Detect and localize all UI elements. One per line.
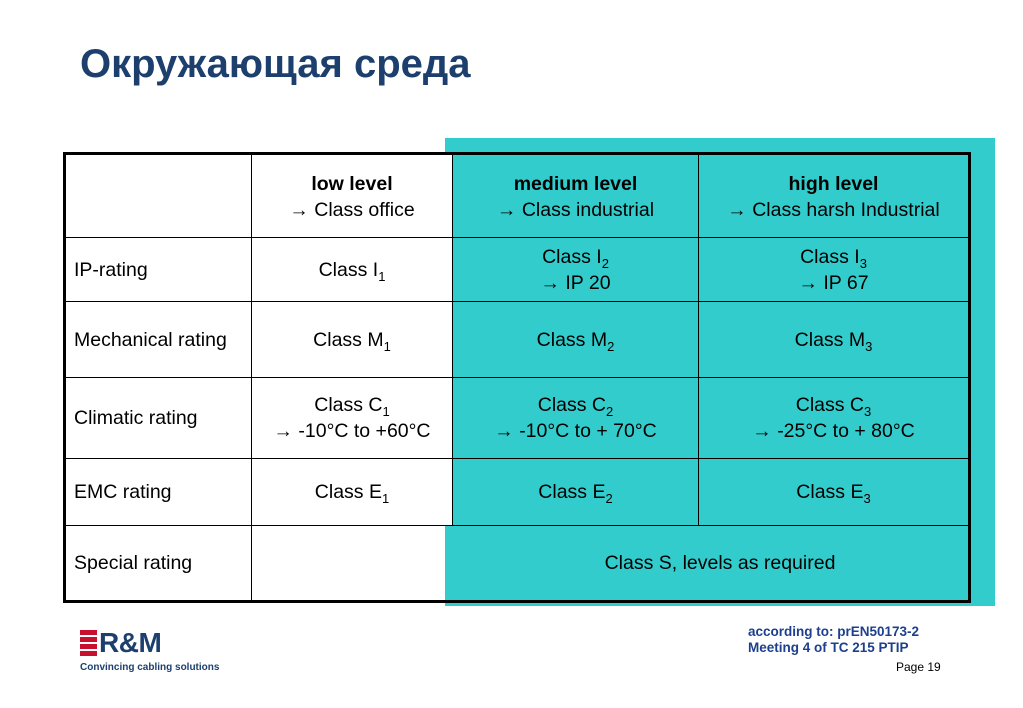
emc-high: Class $E_3$ [699,459,970,526]
arrow-icon: → [752,420,772,442]
clim-medium: Class $C_2$ → -10°C to + 70°C [453,378,699,459]
header-low-level [252,154,453,238]
arrow-icon: → [540,271,560,294]
row-label-special: Special rating [65,526,252,602]
table-row-ip [65,238,970,302]
table-row-emc [65,459,970,526]
row-label-ip: IP-rating [65,238,252,302]
mech-high: Class $M_3$ [699,302,970,378]
mech-medium: Class $M_2$ [453,302,699,378]
rm-logo-wordmark: R&M [99,627,162,658]
special-value-cell [252,526,970,602]
footer-reference-line2: Meeting 4 of TC 215 PTIP [748,640,909,655]
corner-cell [65,154,252,238]
arrow-icon: → [727,199,747,221]
ip-medium: Class $I_2$ → IP 20 [453,238,699,302]
clim-high: Class $C_3$ → -25°C to + 80°C [699,378,970,459]
medium-level-class: → Class industrial [496,199,655,221]
arrow-icon: → [273,420,293,442]
header-high-level [699,154,970,238]
rm-logo-mark [80,630,97,656]
special-value: Class S, levels as required [604,552,836,574]
rm-logo-tagline: Convincing cabling solutions [80,662,220,673]
mech-low: Class $M_1$ [252,302,453,378]
medium-level-title: medium level [513,173,638,195]
low-level-title: low level [311,173,393,195]
high-level-class: → Class harsh Industrial [727,199,940,221]
arrow-icon: → [494,420,514,442]
table-row-special [65,526,970,602]
environment-classes-table [63,152,971,603]
low-level-class: → Class office [289,199,415,221]
row-label-climatic: Climatic rating [65,378,252,459]
clim-low: Class $C_1$ → -10°C to +60°C [252,378,453,459]
emc-medium: Class $E_2$ [453,459,699,526]
row-label-emc: EMC rating [65,459,252,526]
footer-reference-line1: according to: prEN50173-2 [748,624,920,639]
page-title: Окружающая среда [80,42,471,86]
ip-low: Class $I_1$ [252,238,453,302]
high-level-title: high level [788,173,879,195]
row-label-mechanical: Mechanical rating [65,302,252,378]
emc-low: Class $E_1$ [252,459,453,526]
arrow-icon: → [289,199,309,221]
page-number: Page 19 [896,660,941,674]
table-row-climatic [65,378,970,459]
table-header-row [65,154,970,238]
footer-reference [748,624,919,656]
arrow-icon: → [798,271,818,294]
ip-high: Class $I_3$ → IP 67 [699,238,970,302]
header-medium-level [453,154,699,238]
table-row-mechanical [65,302,970,378]
arrow-icon: → [496,199,517,221]
